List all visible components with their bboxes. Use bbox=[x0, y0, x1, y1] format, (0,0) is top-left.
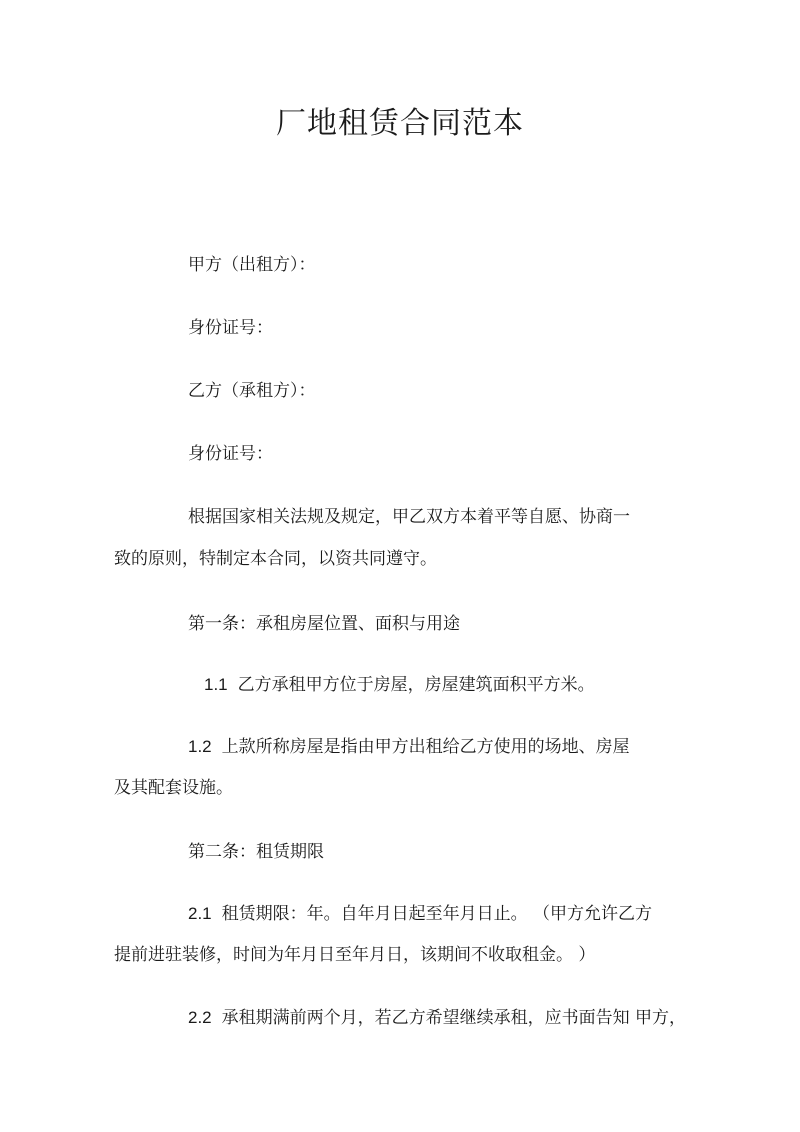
document-title: 厂地租赁合同范本 bbox=[276, 106, 524, 141]
intro-paragraph-line-1: 根据国家相关法规及规定，甲乙双方本着平等自愿、协商一 bbox=[188, 507, 630, 527]
party-b-label: 乙方（承租方）： bbox=[188, 381, 316, 401]
clause-1-1 bbox=[204, 673, 595, 697]
clause-1-2-line-1 bbox=[188, 735, 630, 759]
intro-paragraph-line-2: 致的原则，特制定本合同，以资共同遵守。 bbox=[114, 549, 437, 569]
clause-2-2-number: 2.2 bbox=[188, 1008, 212, 1027]
article-2-heading: 第二条：租赁期限 bbox=[188, 842, 324, 862]
clause-1-1-number: 1.1 bbox=[204, 675, 228, 694]
clause-1-1-text: 乙方承租甲方位于房屋，房屋建筑面积平方米。 bbox=[237, 675, 595, 695]
clause-2-1-line-2: 提前进驻装修，时间为年月日至年月日，该期间不收取租金。 ） bbox=[114, 945, 596, 965]
id-number-a-label: 身份证号： bbox=[188, 318, 273, 338]
clause-1-2-text-line-1: 上款所称房屋是指由甲方出租给乙方使用的场地、房屋 bbox=[221, 737, 630, 757]
clause-2-1-text-line-1: 租赁期限：年。自年月日起至年月日止。 （甲方允许乙方 bbox=[221, 904, 653, 924]
article-1-heading: 第一条：承租房屋位置、面积与用途 bbox=[188, 614, 460, 634]
clause-2-1-number: 2.1 bbox=[188, 904, 212, 923]
id-number-b-label: 身份证号： bbox=[188, 444, 273, 464]
clause-2-2-text-line-1: 承租期满前两个月，若乙方希望继续承租，应书面告知 甲方， bbox=[221, 1008, 687, 1028]
clause-1-2-line-2: 及其配套设施。 bbox=[114, 778, 233, 798]
clause-2-1-line-1 bbox=[188, 902, 652, 926]
clause-1-2-number: 1.2 bbox=[188, 737, 212, 756]
party-a-label: 甲方（出租方）： bbox=[188, 255, 316, 275]
clause-2-2-line-1 bbox=[188, 1006, 686, 1030]
